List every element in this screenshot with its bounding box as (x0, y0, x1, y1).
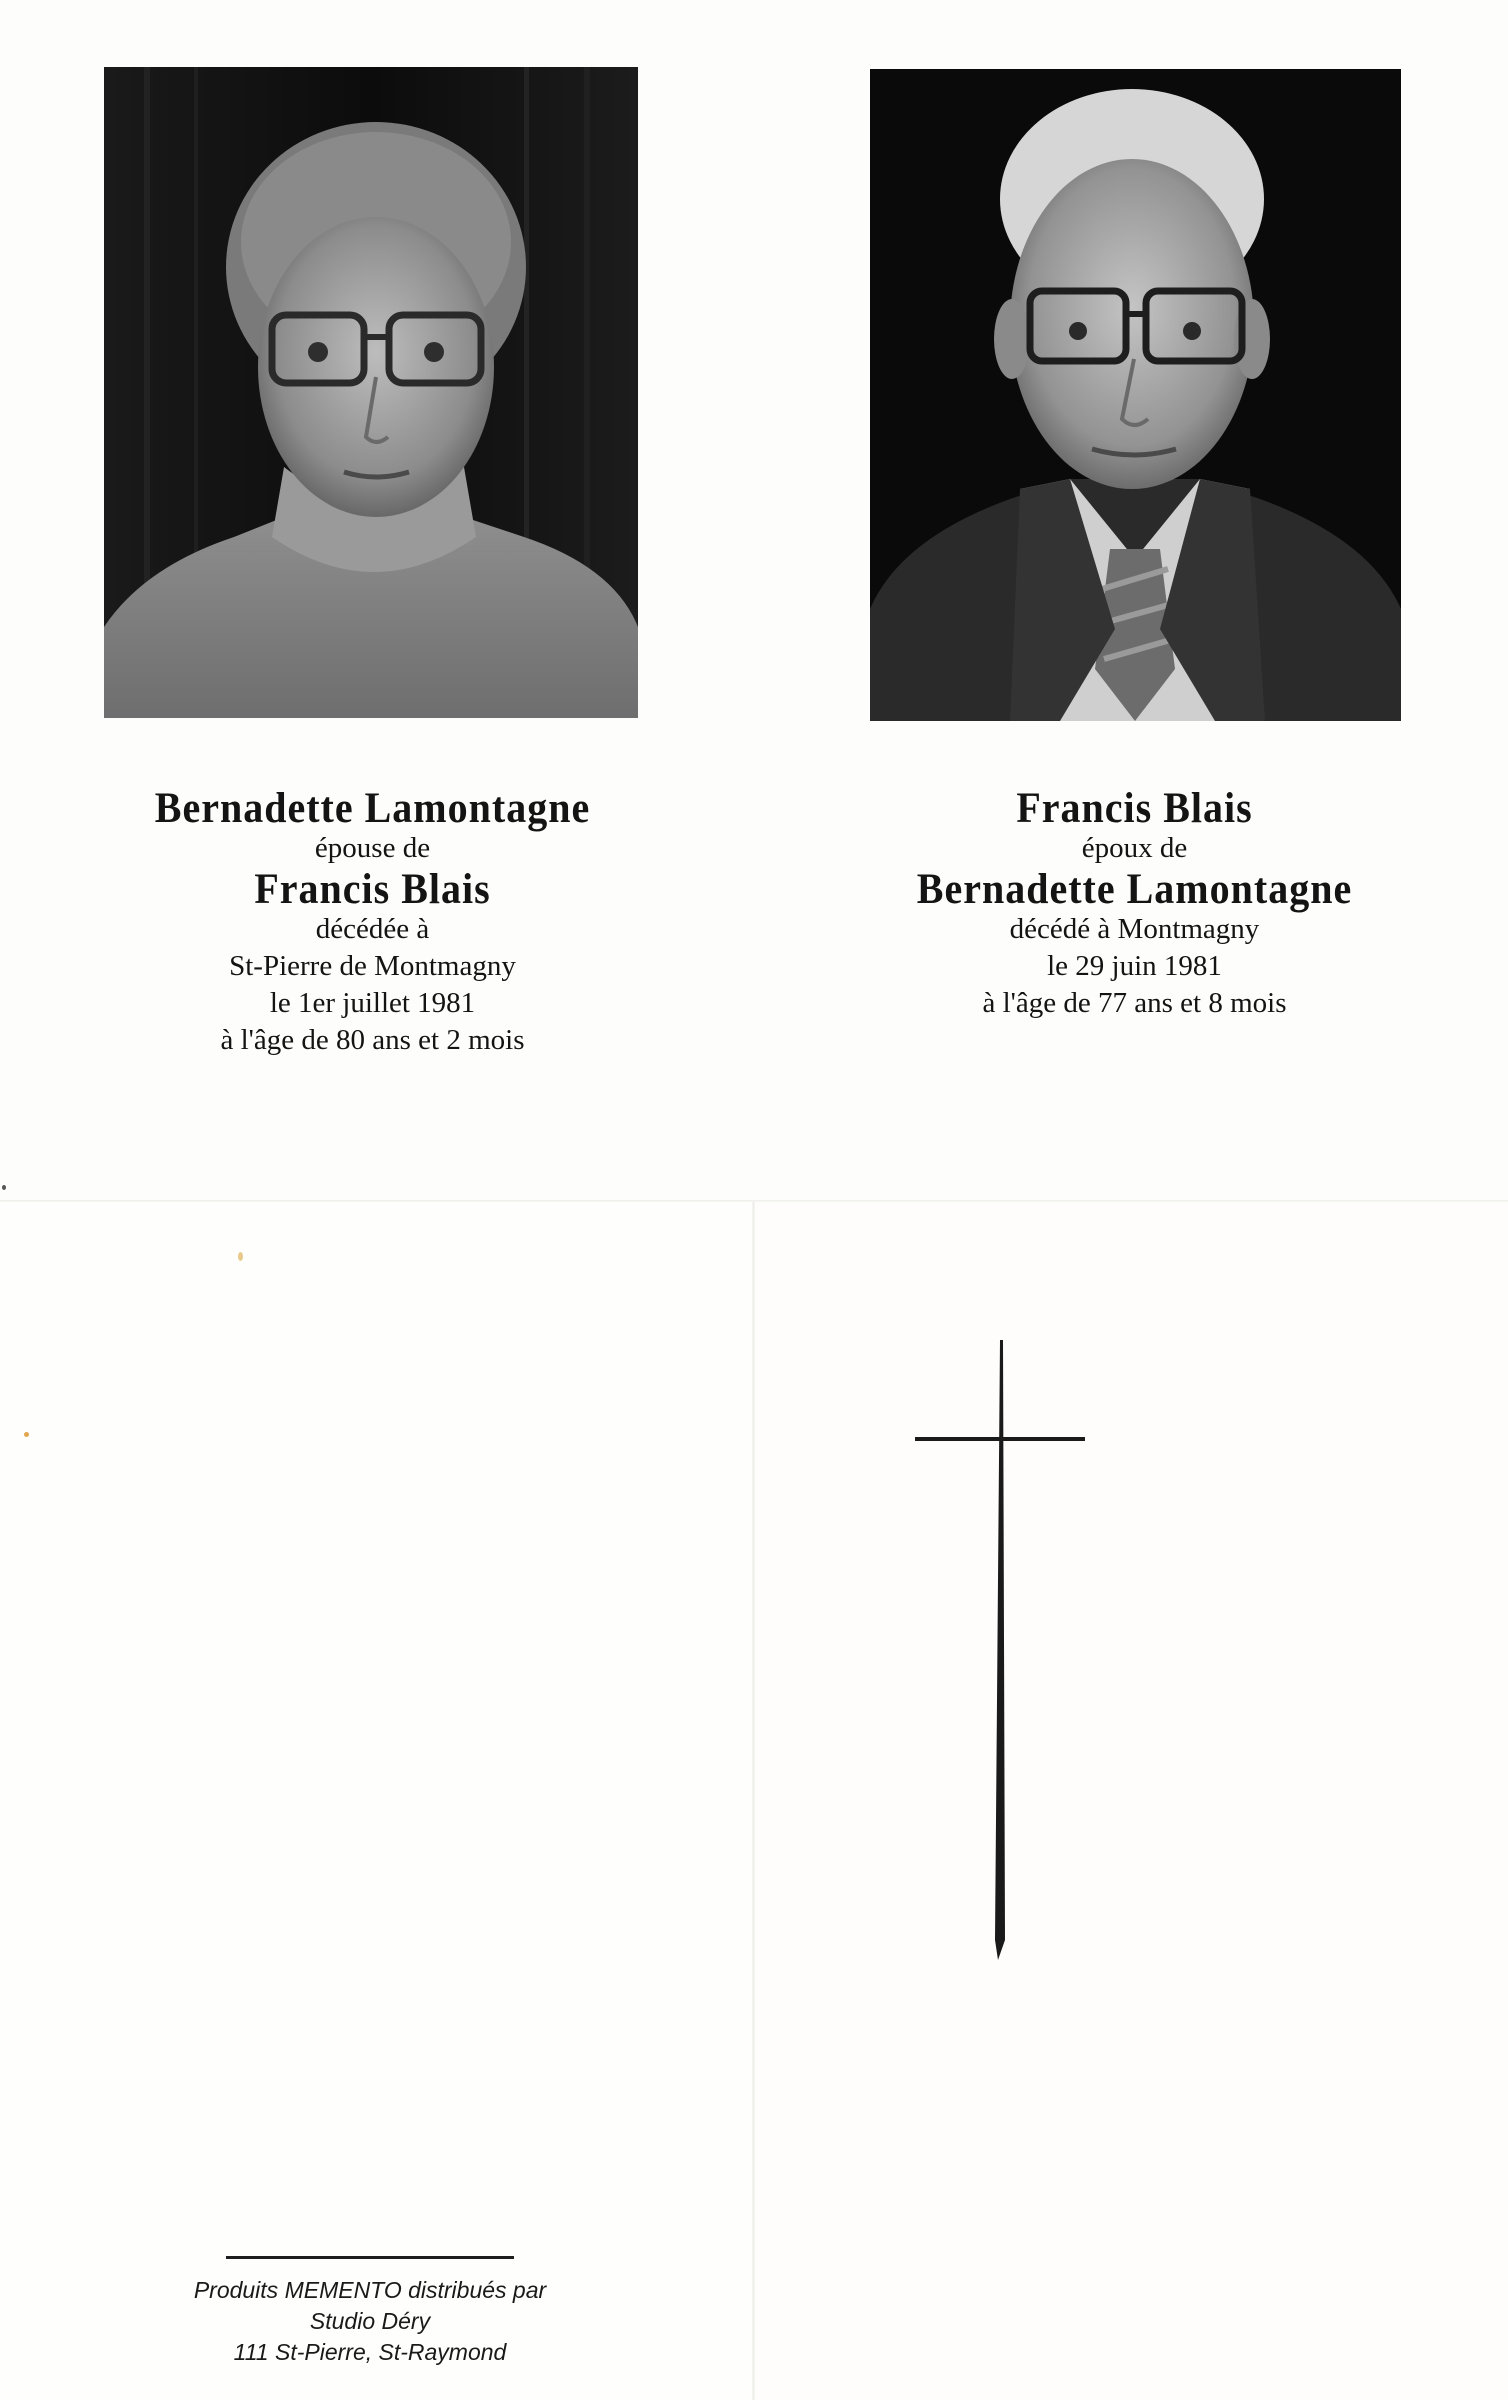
card-back-left-panel (0, 1200, 754, 2400)
portrait-photo-woman (104, 67, 638, 718)
deceased-name: Francis Blais (1016, 783, 1253, 832)
portrait-photo-man (870, 69, 1401, 721)
imprint-line: 111 St-Pierre, St-Raymond (233, 2339, 507, 2365)
imprint-divider (226, 2256, 514, 2259)
cross-icon (915, 1340, 1085, 1960)
card-back-right-panel (754, 1200, 1508, 2400)
deceased-name: Bernadette Lamontagne (154, 783, 591, 832)
paper-speck (238, 1252, 243, 1261)
place-of-death: St-Pierre de Montmagny (229, 950, 516, 982)
card-fold-vertical (752, 1202, 755, 2400)
date-of-death: le 1er juillet 1981 (269, 987, 476, 1019)
date-of-death: le 29 juin 1981 (1047, 950, 1222, 982)
place-of-death: décédé à Montmagny (1009, 913, 1260, 945)
relation-label: époux de (1081, 832, 1188, 864)
paper-speck (2, 1185, 6, 1190)
relation-label: épouse de (314, 832, 431, 864)
imprint-line: Produits MEMENTO distribués par (193, 2277, 547, 2303)
imprint-line: Studio Déry (309, 2308, 431, 2334)
spouse-name: Bernadette Lamontagne (916, 864, 1353, 913)
memorial-text-francis (862, 783, 1407, 1022)
age-at-death: à l'âge de 77 ans et 8 mois (982, 987, 1287, 1019)
printer-imprint (120, 2275, 620, 2368)
paper-speck (24, 1432, 29, 1437)
spouse-name: Francis Blais (254, 864, 491, 913)
age-at-death: à l'âge de 80 ans et 2 mois (220, 1024, 525, 1056)
memorial-text-bernadette (100, 783, 645, 1059)
died-label: décédée à (315, 913, 430, 945)
